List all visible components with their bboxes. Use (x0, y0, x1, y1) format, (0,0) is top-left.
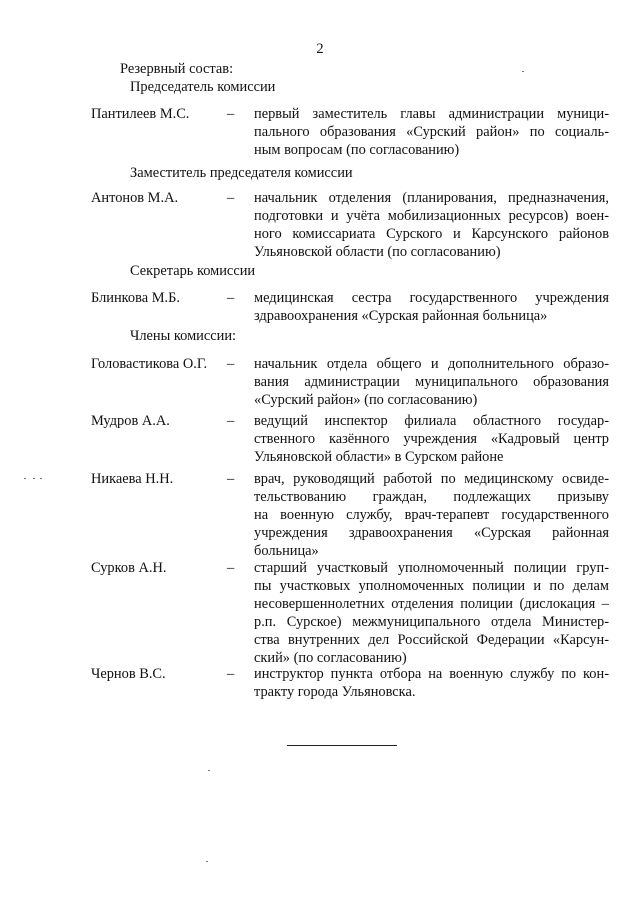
member-name: Пантилеев М.С. (91, 106, 190, 122)
members-heading: Члены комиссии: (130, 328, 237, 344)
member-position (254, 665, 609, 701)
dash-separator: – (227, 106, 235, 122)
end-rule (287, 745, 397, 746)
member-position (254, 289, 609, 325)
position-line: ного комиссариата Сурского и Карсунского районов (254, 226, 609, 242)
position-line: тракту города Ульяновска. (254, 684, 416, 700)
scan-speck (40, 478, 42, 479)
position-line: ский» (по согласованию) (254, 650, 407, 666)
member-position (254, 189, 609, 261)
position-line: ведущий инспектор филиала областного государ- (254, 413, 609, 429)
member-name: Головастикова О.Г. (91, 356, 208, 372)
position-line: «Сурский район» (по согласованию) (254, 392, 478, 408)
member-position (254, 105, 609, 159)
dash-separator: – (227, 560, 235, 576)
position-line: вания администрации муниципального образования (254, 374, 609, 390)
member-name: Никаева Н.Н. (91, 471, 174, 487)
scan-speck (33, 478, 35, 479)
position-line: инструктор пункта отбора на военную службу по кон- (254, 666, 609, 682)
position-line: Ульяновской области» в Сурском районе (254, 449, 504, 465)
position-line: несовершеннолетних отделения полиции (дислокация – (254, 596, 609, 612)
position-line: ным вопросам (по согласованию) (254, 142, 460, 158)
position-line: р.п. Сурское) межмуниципального отдела Министер- (254, 614, 609, 630)
position-line: учреждения здравоохранения «Сурская районная (254, 525, 609, 541)
member-name: Блинкова М.Б. (91, 290, 180, 306)
deputy-heading: Заместитель председателя комиссии (130, 165, 353, 181)
member-name: Чернов В.С. (91, 666, 166, 682)
member-position (254, 559, 609, 667)
dash-separator: – (227, 190, 235, 206)
secretary-heading: Секретарь комиссии (130, 263, 256, 279)
member-name: Сурков А.Н. (91, 560, 167, 576)
dash-separator: – (227, 471, 235, 487)
position-line: медицинская сестра государственного учреждения (254, 290, 609, 306)
position-line: первый заместитель главы администрации муници- (254, 106, 609, 122)
member-position (254, 412, 609, 466)
position-line: больница» (254, 543, 319, 559)
dash-separator: – (227, 413, 235, 429)
position-line: здравоохранения «Сурская районная больница» (254, 308, 548, 324)
position-line: старший участковый уполномоченный полиции груп- (254, 560, 609, 576)
position-line: ства внутренних дел Российской Федерации «Карсун- (254, 632, 609, 648)
scan-speck (208, 770, 210, 771)
member-position (254, 355, 609, 409)
scan-speck (24, 478, 26, 479)
page-number: 2 (316, 41, 324, 57)
position-line: пального образования «Сурский район» по социаль- (254, 124, 609, 140)
position-line: Ульяновской области (по согласованию) (254, 244, 501, 260)
position-line: тельствованию граждан, подлежащих призыву (254, 489, 609, 505)
position-line: начальник отдела общего и дополнительного образо- (254, 356, 609, 372)
position-line: начальник отделения (планирования, предназначения, (254, 190, 609, 206)
position-line: на военную службу, врач-терапевт государственного (254, 507, 609, 523)
dash-separator: – (227, 356, 235, 372)
chair-heading: Председатель комиссии (130, 79, 276, 95)
member-name: Антонов М.А. (91, 190, 179, 206)
position-line: подготовки и учёта мобилизационных ресурсов) воен- (254, 208, 609, 224)
position-line: врач, руководящий работой по медицинскому освиде- (254, 471, 609, 487)
position-line: пы участковых уполномоченных полиции и по делам (254, 578, 609, 594)
member-position (254, 470, 609, 560)
position-line: ственного казённого учреждения «Кадровый центр (254, 431, 609, 447)
dash-separator: – (227, 666, 235, 682)
scan-speck (522, 71, 524, 72)
scan-speck (206, 861, 208, 862)
dash-separator: – (227, 290, 235, 306)
member-name: Мудров А.А. (91, 413, 170, 429)
reserve-heading: Резервный состав: (120, 61, 234, 77)
